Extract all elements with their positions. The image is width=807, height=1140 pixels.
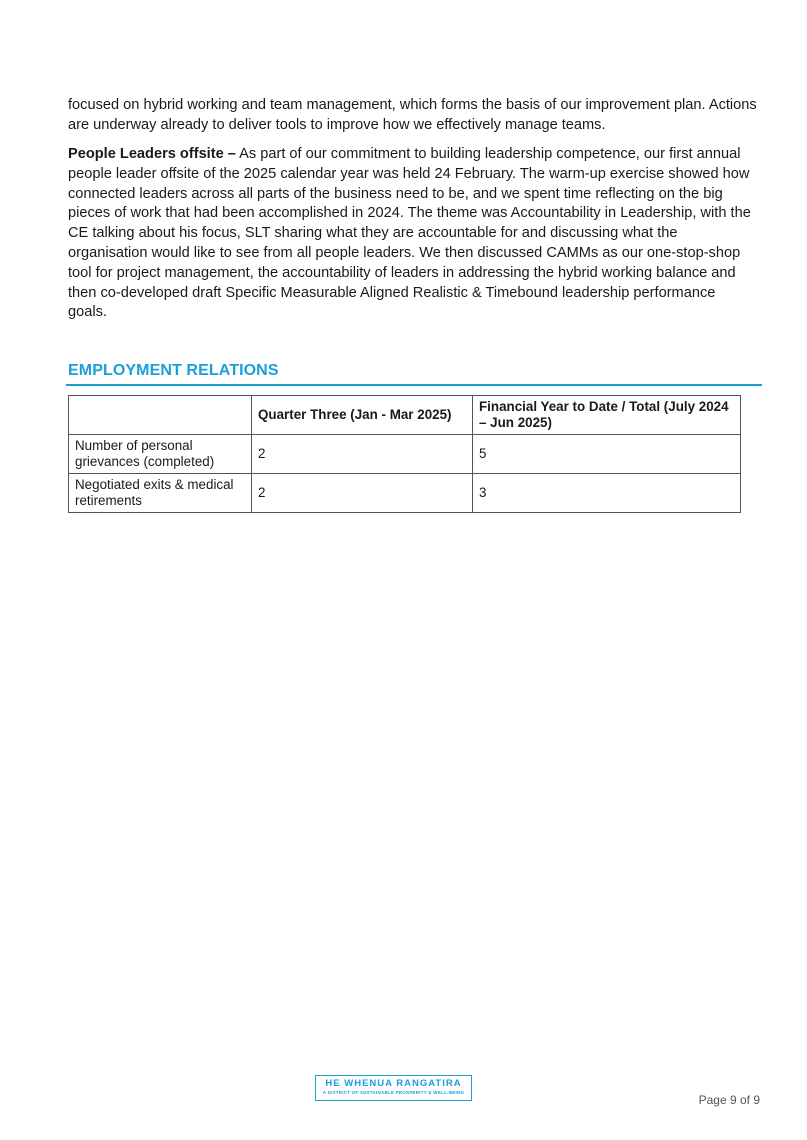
employment-relations-table xyxy=(68,395,741,513)
logo-tagline: A DISTRICT OF SUSTAINABLE PROSPERITY & WELL-BEING xyxy=(322,1090,465,1095)
page-number: Page 9 of 9 xyxy=(698,1093,760,1107)
heading-rule xyxy=(66,384,762,386)
council-logo xyxy=(315,1075,472,1101)
table-header-row xyxy=(69,396,741,435)
row-label: Number of personal grievances (completed) xyxy=(69,435,252,474)
column-header: Financial Year to Date / Total (July 2024 – Jun 2025) xyxy=(473,396,741,435)
offsite-lead: People Leaders offsite – xyxy=(68,146,236,162)
table-cell: 3 xyxy=(473,474,741,513)
offsite-paragraph xyxy=(68,145,758,323)
table-row xyxy=(69,474,741,513)
column-header xyxy=(69,396,252,435)
logo-text: HE WHENUA RANGATIRA xyxy=(325,1078,462,1089)
table-row xyxy=(69,435,741,474)
offsite-body: As part of our commitment to building leadership competence, our first annual people leader offsite of the 2025 calendar year was held 24 February. The warm-up exercise showed how connected leaders across all parts of the business need to be, and we spent time reflecting on the big pieces of work that had been accomplished in 2024. The theme was Accountability in Leadership, with the CE talking about his focus, SLT sharing what they are accountable for and discussing what the organisation would like to see from all people leaders. We then discussed CAMMs as our one-stop-shop tool for project management, the accountability of leaders in addressing the hybrid working balance and then co-developed draft Specific Measurable Aligned Realistic & Timebound leadership performance goals. xyxy=(68,146,751,321)
section-heading: EMPLOYMENT RELATIONS xyxy=(68,362,279,379)
column-header: Quarter Three (Jan - Mar 2025) xyxy=(252,396,473,435)
table-cell: 2 xyxy=(252,474,473,513)
table-cell: 2 xyxy=(252,435,473,474)
table-cell: 5 xyxy=(473,435,741,474)
intro-paragraph: focused on hybrid working and team management, which forms the basis of our improvement plan. Actions are underway already to deliver tools to improve how we effectively manage teams. xyxy=(68,97,757,133)
row-label: Negotiated exits & medical retirements xyxy=(69,474,252,513)
